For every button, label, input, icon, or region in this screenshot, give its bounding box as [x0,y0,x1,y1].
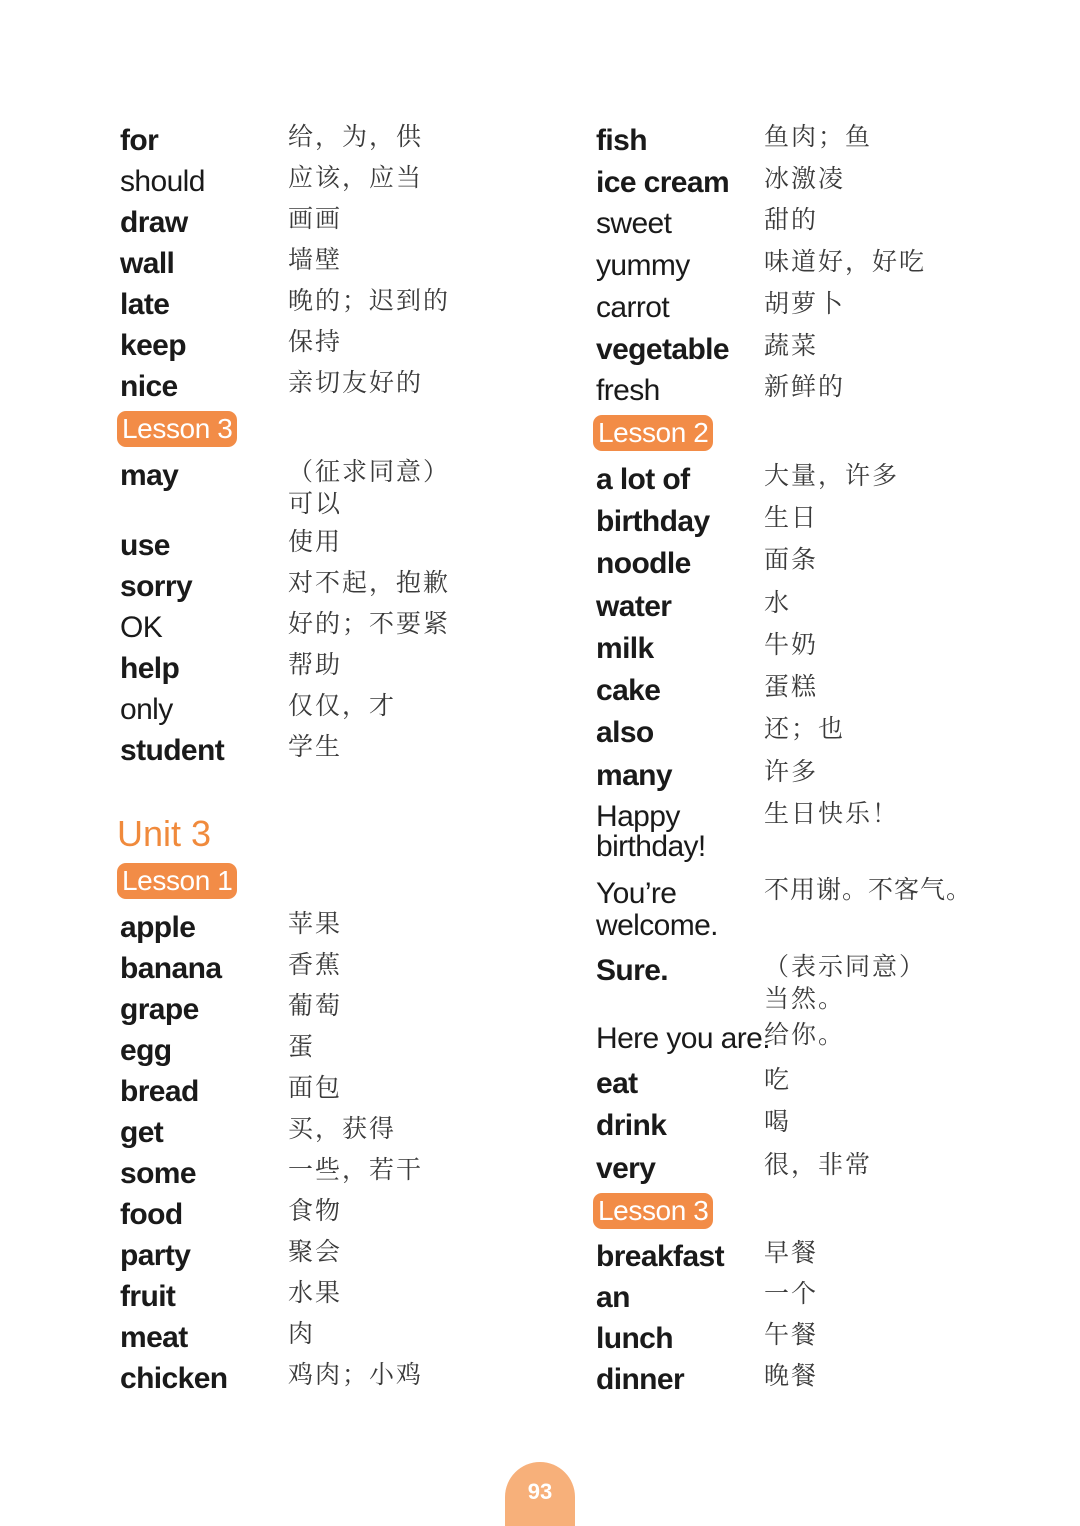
chinese-meaning: 许多 [764,757,819,786]
english-word: yummy [596,249,690,282]
english-word: bread [120,1075,199,1108]
english-word: draw [120,206,188,239]
chinese-meaning: 大量，许多 [764,461,900,490]
english-word: sweet [596,207,672,240]
english-word: for [120,124,159,157]
chinese-meaning: 甜的 [764,205,819,234]
chinese-meaning: 食物 [288,1196,343,1225]
chinese-meaning: 香蕉 [288,950,343,979]
english-word: meat [120,1321,188,1354]
english-word: dinner [596,1363,685,1396]
chinese-meaning: 吃 [764,1065,792,1094]
unit-heading: Unit 3 [117,813,212,854]
english-word: get [120,1116,164,1149]
chinese-meaning: 面条 [764,545,819,574]
english-word: very [596,1152,656,1185]
chinese-meaning: 葡萄 [288,991,343,1020]
english-word: chicken [120,1362,228,1395]
english-word: keep [120,329,186,362]
chinese-meaning: 味道好，好吃 [764,247,927,276]
chinese-meaning: 给，为，供 [288,122,424,151]
english-word: nice [120,370,178,403]
chinese-meaning: 蔬菜 [764,331,819,360]
chinese-meaning: 苹果 [288,909,343,938]
chinese-meaning: 亲切友好的 [288,368,424,397]
chinese-meaning: 帮助 [288,650,343,679]
chinese-meaning: 晚餐 [764,1361,819,1390]
english-word: should [120,165,205,198]
english-word: milk [596,632,654,665]
chinese-meaning: 很，非常 [764,1150,873,1179]
english-word: grape [120,993,199,1026]
chinese-meaning: 生日快乐！ [764,799,900,828]
english-word: may [120,459,179,492]
chinese-meaning: 喝 [764,1107,792,1136]
english-word: an [596,1281,630,1314]
lesson-badge: Lesson 3 [593,1193,713,1229]
english-word: You’re welcome. [596,877,718,942]
english-word: eat [596,1067,638,1100]
english-word: birthday [596,505,710,538]
chinese-meaning: 面包 [288,1073,343,1102]
lesson-badge: Lesson 3 [117,411,237,447]
chinese-meaning: 保持 [288,327,343,356]
chinese-meaning: 生日 [764,503,819,532]
chinese-meaning: 蛋 [288,1032,316,1061]
chinese-meaning: 蛋糕 [764,672,819,701]
english-word: cake [596,674,661,707]
english-word: party [120,1239,191,1272]
right-column [596,0,1016,1526]
chinese-meaning: 对不起，抱歉 [288,568,451,597]
lesson-badge: Lesson 1 [117,863,237,899]
english-word: breakfast [596,1240,725,1273]
english-word: use [120,529,170,562]
english-word: ice cream [596,166,730,199]
chinese-meaning: 胡萝卜 [764,289,846,318]
chinese-meaning: 买，获得 [288,1114,397,1143]
chinese-meaning: 鱼肉；鱼 [764,122,873,151]
chinese-meaning: 学生 [288,732,343,761]
english-word: Happy birthday! [596,800,706,863]
lesson-badge: Lesson 2 [593,415,713,451]
chinese-meaning: 午餐 [764,1320,819,1349]
chinese-meaning: 不用谢。不客气。 [764,875,973,904]
chinese-meaning: （表示同意）当然。 [764,952,914,1013]
english-word: drink [596,1109,667,1142]
english-word: help [120,652,180,685]
english-word: lunch [596,1322,673,1355]
english-word: some [120,1157,196,1190]
chinese-meaning: 一些，若干 [288,1155,424,1184]
english-word: also [596,716,654,749]
chinese-meaning: 水 [764,588,792,617]
chinese-meaning: 水果 [288,1278,343,1307]
english-word: fish [596,124,647,157]
chinese-meaning: 仅仅，才 [288,691,397,720]
chinese-meaning: 使用 [288,527,343,556]
english-word: noodle [596,547,691,580]
english-word: Sure. [596,954,669,987]
left-column [117,0,540,1526]
english-word: OK [120,611,163,644]
english-word: Here you are. [596,1022,770,1055]
chinese-meaning: 画画 [288,204,343,233]
chinese-meaning: 给你。 [764,1020,846,1049]
page-number: 93 [505,1462,575,1526]
english-word: fresh [596,374,660,407]
english-word: sorry [120,570,193,603]
chinese-meaning: 一个 [764,1279,819,1308]
chinese-meaning: 应该，应当 [288,163,424,192]
english-word: fruit [120,1280,176,1313]
english-word: banana [120,952,222,985]
english-word: student [120,734,225,767]
english-word: only [120,693,173,726]
english-word: food [120,1198,183,1231]
english-word: egg [120,1034,172,1067]
chinese-meaning: 鸡肉；小鸡 [288,1360,424,1389]
chinese-meaning: 新鲜的 [764,372,846,401]
english-word: water [596,590,672,623]
english-word: vegetable [596,333,729,366]
english-word: carrot [596,291,670,324]
chinese-meaning: 晚的；迟到的 [288,286,451,315]
chinese-meaning: 牛奶 [764,630,819,659]
english-word: a lot of [596,463,690,496]
chinese-meaning: 还；也 [764,714,846,743]
chinese-meaning: （征求同意）可以 [288,457,438,518]
chinese-meaning: 肉 [288,1319,316,1348]
chinese-meaning: 聚会 [288,1237,343,1266]
chinese-meaning: 好的；不要紧 [288,609,451,638]
chinese-meaning: 冰激凌 [764,164,846,193]
english-word: apple [120,911,196,944]
english-word: wall [120,247,175,280]
chinese-meaning: 早餐 [764,1238,819,1267]
english-word: late [120,288,170,321]
chinese-meaning: 墙壁 [288,245,343,274]
english-word: many [596,759,672,792]
